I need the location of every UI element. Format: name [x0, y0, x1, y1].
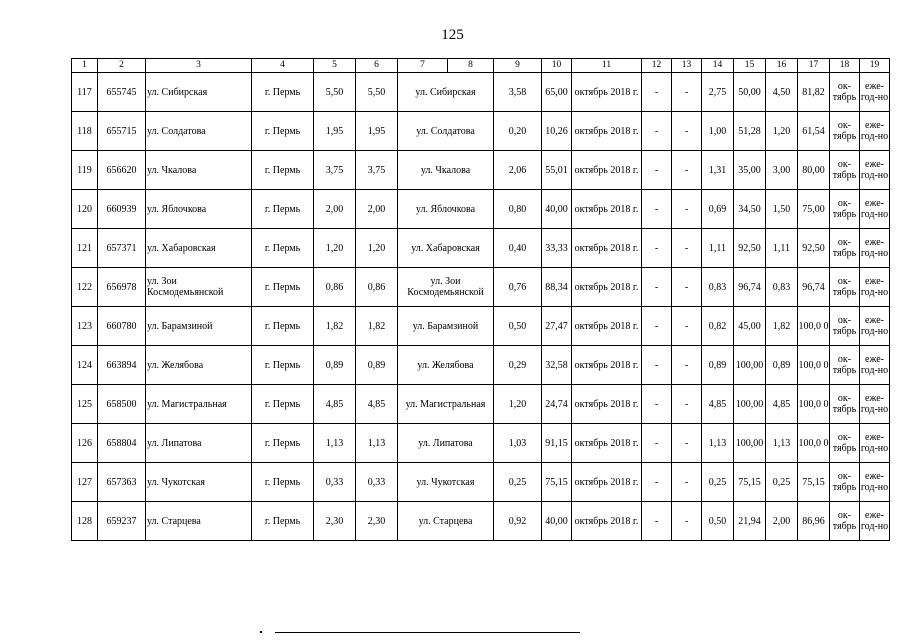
- column-header: 12: [642, 59, 672, 73]
- table-row: [72, 424, 890, 463]
- value-17: 100,0 0: [798, 346, 830, 385]
- city: г. Пермь: [252, 151, 314, 190]
- street-section: ул. Чукотская: [398, 463, 494, 502]
- length-total: 2,00: [356, 190, 398, 229]
- column-header: 17: [798, 59, 830, 73]
- column-header: 4: [252, 59, 314, 73]
- object-code: 655745: [98, 73, 146, 112]
- value-10: 33,33: [542, 229, 572, 268]
- column-header: 6: [356, 59, 398, 73]
- month: ок-тябрь: [830, 268, 860, 307]
- table-row: [72, 190, 890, 229]
- value-12: -: [642, 385, 672, 424]
- value-13: -: [672, 268, 702, 307]
- header-row: [72, 59, 890, 73]
- value-9: 0,40: [494, 229, 542, 268]
- value-14: 4,85: [702, 385, 734, 424]
- length-total: 4,85: [356, 385, 398, 424]
- street-section: ул. Желябова: [398, 346, 494, 385]
- city: г. Пермь: [252, 307, 314, 346]
- street-name: ул. Яблочкова: [146, 190, 252, 229]
- street-name: ул. Барамзиной: [146, 307, 252, 346]
- value-12: -: [642, 268, 672, 307]
- inspection-date: октябрь 2018 г.: [572, 151, 642, 190]
- value-10: 55,01: [542, 151, 572, 190]
- row-number: 118: [72, 112, 98, 151]
- value-15: 75,15: [734, 463, 766, 502]
- inspection-date: октябрь 2018 г.: [572, 268, 642, 307]
- column-header: 14: [702, 59, 734, 73]
- value-17: 100,0 0: [798, 424, 830, 463]
- value-16: 4,85: [766, 385, 798, 424]
- value-12: -: [642, 502, 672, 541]
- length: 1,82: [314, 307, 356, 346]
- column-header: 7: [398, 59, 448, 73]
- street-name: ул. Старцева: [146, 502, 252, 541]
- object-code: 659237: [98, 502, 146, 541]
- value-10: 40,00: [542, 190, 572, 229]
- periodicity: еже-год-но: [860, 151, 890, 190]
- object-code: 656978: [98, 268, 146, 307]
- value-16: 1,11: [766, 229, 798, 268]
- value-17: 75,15: [798, 463, 830, 502]
- value-10: 75,15: [542, 463, 572, 502]
- city: г. Пермь: [252, 424, 314, 463]
- periodicity: еже-год-но: [860, 229, 890, 268]
- value-15: 92,50: [734, 229, 766, 268]
- value-13: -: [672, 307, 702, 346]
- footer-mark: [260, 631, 262, 633]
- inspection-date: октябрь 2018 г.: [572, 424, 642, 463]
- value-9: 1,20: [494, 385, 542, 424]
- column-header: 2: [98, 59, 146, 73]
- periodicity: еже-год-но: [860, 112, 890, 151]
- length-total: 2,30: [356, 502, 398, 541]
- column-header: 18: [830, 59, 860, 73]
- value-13: -: [672, 424, 702, 463]
- month: ок-тябрь: [830, 385, 860, 424]
- value-17: 92,50: [798, 229, 830, 268]
- city: г. Пермь: [252, 73, 314, 112]
- table-row: [72, 307, 890, 346]
- periodicity: еже-год-но: [860, 346, 890, 385]
- object-code: 657371: [98, 229, 146, 268]
- value-9: 2,06: [494, 151, 542, 190]
- table-row: [72, 463, 890, 502]
- value-10: 40,00: [542, 502, 572, 541]
- inspection-date: октябрь 2018 г.: [572, 346, 642, 385]
- value-9: 0,50: [494, 307, 542, 346]
- street-section: ул. Яблочкова: [398, 190, 494, 229]
- row-number: 120: [72, 190, 98, 229]
- column-header: 11: [572, 59, 642, 73]
- value-14: 1,13: [702, 424, 734, 463]
- table-row: [72, 502, 890, 541]
- periodicity: еже-год-но: [860, 385, 890, 424]
- value-12: -: [642, 190, 672, 229]
- row-number: 125: [72, 385, 98, 424]
- street-name: ул. Зои Космодемьянской: [146, 268, 252, 307]
- month: ок-тябрь: [830, 112, 860, 151]
- value-10: 88,34: [542, 268, 572, 307]
- month: ок-тябрь: [830, 346, 860, 385]
- row-number: 121: [72, 229, 98, 268]
- inspection-date: октябрь 2018 г.: [572, 307, 642, 346]
- object-code: 660780: [98, 307, 146, 346]
- value-15: 51,28: [734, 112, 766, 151]
- value-9: 0,92: [494, 502, 542, 541]
- length-total: 1,95: [356, 112, 398, 151]
- value-13: -: [672, 463, 702, 502]
- length-total: 5,50: [356, 73, 398, 112]
- inspection-date: октябрь 2018 г.: [572, 385, 642, 424]
- length: 0,89: [314, 346, 356, 385]
- footer-rule: [275, 632, 580, 633]
- street-name: ул. Солдатова: [146, 112, 252, 151]
- value-12: -: [642, 229, 672, 268]
- city: г. Пермь: [252, 385, 314, 424]
- city: г. Пермь: [252, 112, 314, 151]
- length-total: 3,75: [356, 151, 398, 190]
- length: 2,00: [314, 190, 356, 229]
- column-header: 15: [734, 59, 766, 73]
- table-row: [72, 112, 890, 151]
- periodicity: еже-год-но: [860, 190, 890, 229]
- street-name: ул. Магистральная: [146, 385, 252, 424]
- inspection-date: октябрь 2018 г.: [572, 463, 642, 502]
- row-number: 122: [72, 268, 98, 307]
- value-16: 1,20: [766, 112, 798, 151]
- street-section: ул. Магистральная: [398, 385, 494, 424]
- street-section: ул. Зои Космодемьянской: [398, 268, 494, 307]
- value-13: -: [672, 502, 702, 541]
- value-12: -: [642, 424, 672, 463]
- value-15: 35,00: [734, 151, 766, 190]
- table-row: [72, 268, 890, 307]
- value-12: -: [642, 307, 672, 346]
- length: 1,20: [314, 229, 356, 268]
- value-14: 0,50: [702, 502, 734, 541]
- table-row: [72, 151, 890, 190]
- value-9: 0,29: [494, 346, 542, 385]
- object-code: 663894: [98, 346, 146, 385]
- length: 0,86: [314, 268, 356, 307]
- periodicity: еже-год-но: [860, 307, 890, 346]
- object-code: 658804: [98, 424, 146, 463]
- value-9: 0,80: [494, 190, 542, 229]
- value-15: 100,00: [734, 424, 766, 463]
- value-16: 1,50: [766, 190, 798, 229]
- value-16: 2,00: [766, 502, 798, 541]
- row-number: 126: [72, 424, 98, 463]
- inspection-date: октябрь 2018 г.: [572, 73, 642, 112]
- value-13: -: [672, 385, 702, 424]
- column-header: 1: [72, 59, 98, 73]
- value-12: -: [642, 73, 672, 112]
- value-9: 0,76: [494, 268, 542, 307]
- value-12: -: [642, 112, 672, 151]
- value-14: 2,75: [702, 73, 734, 112]
- object-code: 656620: [98, 151, 146, 190]
- column-header: 13: [672, 59, 702, 73]
- city: г. Пермь: [252, 346, 314, 385]
- value-14: 0,25: [702, 463, 734, 502]
- value-15: 100,00: [734, 385, 766, 424]
- periodicity: еже-год-но: [860, 502, 890, 541]
- value-16: 4,50: [766, 73, 798, 112]
- value-13: -: [672, 73, 702, 112]
- value-16: 0,25: [766, 463, 798, 502]
- month: ок-тябрь: [830, 424, 860, 463]
- value-16: 0,89: [766, 346, 798, 385]
- periodicity: еже-год-но: [860, 73, 890, 112]
- value-15: 100,00: [734, 346, 766, 385]
- month: ок-тябрь: [830, 502, 860, 541]
- value-15: 45,00: [734, 307, 766, 346]
- value-13: -: [672, 229, 702, 268]
- table-row: [72, 385, 890, 424]
- value-16: 0,83: [766, 268, 798, 307]
- value-15: 50,00: [734, 73, 766, 112]
- value-10: 91,15: [542, 424, 572, 463]
- city: г. Пермь: [252, 502, 314, 541]
- value-17: 96,74: [798, 268, 830, 307]
- value-14: 1,11: [702, 229, 734, 268]
- value-14: 0,82: [702, 307, 734, 346]
- value-17: 81,82: [798, 73, 830, 112]
- street-section: ул. Старцева: [398, 502, 494, 541]
- length: 0,33: [314, 463, 356, 502]
- street-section: ул. Солдатова: [398, 112, 494, 151]
- value-17: 86,96: [798, 502, 830, 541]
- object-code: 657363: [98, 463, 146, 502]
- column-header: 8: [448, 59, 494, 73]
- column-header: 19: [860, 59, 890, 73]
- length-total: 1,82: [356, 307, 398, 346]
- value-15: 34,50: [734, 190, 766, 229]
- value-17: 100,0 0: [798, 385, 830, 424]
- value-14: 0,89: [702, 346, 734, 385]
- month: ок-тябрь: [830, 190, 860, 229]
- month: ок-тябрь: [830, 307, 860, 346]
- value-12: -: [642, 151, 672, 190]
- street-section: ул. Сибирская: [398, 73, 494, 112]
- length: 3,75: [314, 151, 356, 190]
- length-total: 1,20: [356, 229, 398, 268]
- value-10: 65,00: [542, 73, 572, 112]
- street-name: ул. Чкалова: [146, 151, 252, 190]
- value-10: 27,47: [542, 307, 572, 346]
- month: ок-тябрь: [830, 463, 860, 502]
- street-section: ул. Хабаровская: [398, 229, 494, 268]
- street-name: ул. Желябова: [146, 346, 252, 385]
- month: ок-тябрь: [830, 229, 860, 268]
- row-number: 127: [72, 463, 98, 502]
- column-header: 16: [766, 59, 798, 73]
- length-total: 0,33: [356, 463, 398, 502]
- page-number: 125: [441, 27, 464, 43]
- value-17: 75,00: [798, 190, 830, 229]
- length-total: 0,89: [356, 346, 398, 385]
- street-name: ул. Липатова: [146, 424, 252, 463]
- value-14: 0,69: [702, 190, 734, 229]
- length: 4,85: [314, 385, 356, 424]
- row-number: 119: [72, 151, 98, 190]
- value-10: 10,26: [542, 112, 572, 151]
- street-section: ул. Липатова: [398, 424, 494, 463]
- row-number: 128: [72, 502, 98, 541]
- value-14: 1,31: [702, 151, 734, 190]
- value-9: 0,20: [494, 112, 542, 151]
- value-10: 32,58: [542, 346, 572, 385]
- table-row: [72, 229, 890, 268]
- column-header: 10: [542, 59, 572, 73]
- row-number: 124: [72, 346, 98, 385]
- value-13: -: [672, 151, 702, 190]
- length-total: 1,13: [356, 424, 398, 463]
- length-total: 0,86: [356, 268, 398, 307]
- inspection-date: октябрь 2018 г.: [572, 112, 642, 151]
- value-17: 100,0 0: [798, 307, 830, 346]
- month: ок-тябрь: [830, 151, 860, 190]
- street-section: ул. Барамзиной: [398, 307, 494, 346]
- value-9: 1,03: [494, 424, 542, 463]
- value-13: -: [672, 190, 702, 229]
- value-16: 1,82: [766, 307, 798, 346]
- row-number: 123: [72, 307, 98, 346]
- value-17: 61,54: [798, 112, 830, 151]
- street-section: ул. Чкалова: [398, 151, 494, 190]
- street-name: ул. Хабаровская: [146, 229, 252, 268]
- street-name: ул. Чукотская: [146, 463, 252, 502]
- value-12: -: [642, 346, 672, 385]
- value-16: 1,13: [766, 424, 798, 463]
- object-code: 660939: [98, 190, 146, 229]
- inspection-date: октябрь 2018 г.: [572, 502, 642, 541]
- row-number: 117: [72, 73, 98, 112]
- length: 5,50: [314, 73, 356, 112]
- table-row: [72, 73, 890, 112]
- length: 1,13: [314, 424, 356, 463]
- city: г. Пермь: [252, 190, 314, 229]
- value-15: 21,94: [734, 502, 766, 541]
- table-row: [72, 346, 890, 385]
- column-header: 5: [314, 59, 356, 73]
- city: г. Пермь: [252, 229, 314, 268]
- data-table: [71, 58, 890, 541]
- table-body: [72, 59, 890, 541]
- month: ок-тябрь: [830, 73, 860, 112]
- inspection-date: октябрь 2018 г.: [572, 229, 642, 268]
- value-12: -: [642, 463, 672, 502]
- value-10: 24,74: [542, 385, 572, 424]
- length: 2,30: [314, 502, 356, 541]
- value-17: 80,00: [798, 151, 830, 190]
- value-15: 96,74: [734, 268, 766, 307]
- periodicity: еже-год-но: [860, 424, 890, 463]
- column-header: 9: [494, 59, 542, 73]
- object-code: 655715: [98, 112, 146, 151]
- object-code: 658500: [98, 385, 146, 424]
- street-name: ул. Сибирская: [146, 73, 252, 112]
- length: 1,95: [314, 112, 356, 151]
- periodicity: еже-год-но: [860, 463, 890, 502]
- value-14: 1,00: [702, 112, 734, 151]
- value-9: 3,58: [494, 73, 542, 112]
- value-16: 3,00: [766, 151, 798, 190]
- periodicity: еже-год-но: [860, 268, 890, 307]
- inspection-date: октябрь 2018 г.: [572, 190, 642, 229]
- column-header: 3: [146, 59, 252, 73]
- value-9: 0,25: [494, 463, 542, 502]
- value-14: 0,83: [702, 268, 734, 307]
- city: г. Пермь: [252, 268, 314, 307]
- city: г. Пермь: [252, 463, 314, 502]
- value-13: -: [672, 112, 702, 151]
- value-13: -: [672, 346, 702, 385]
